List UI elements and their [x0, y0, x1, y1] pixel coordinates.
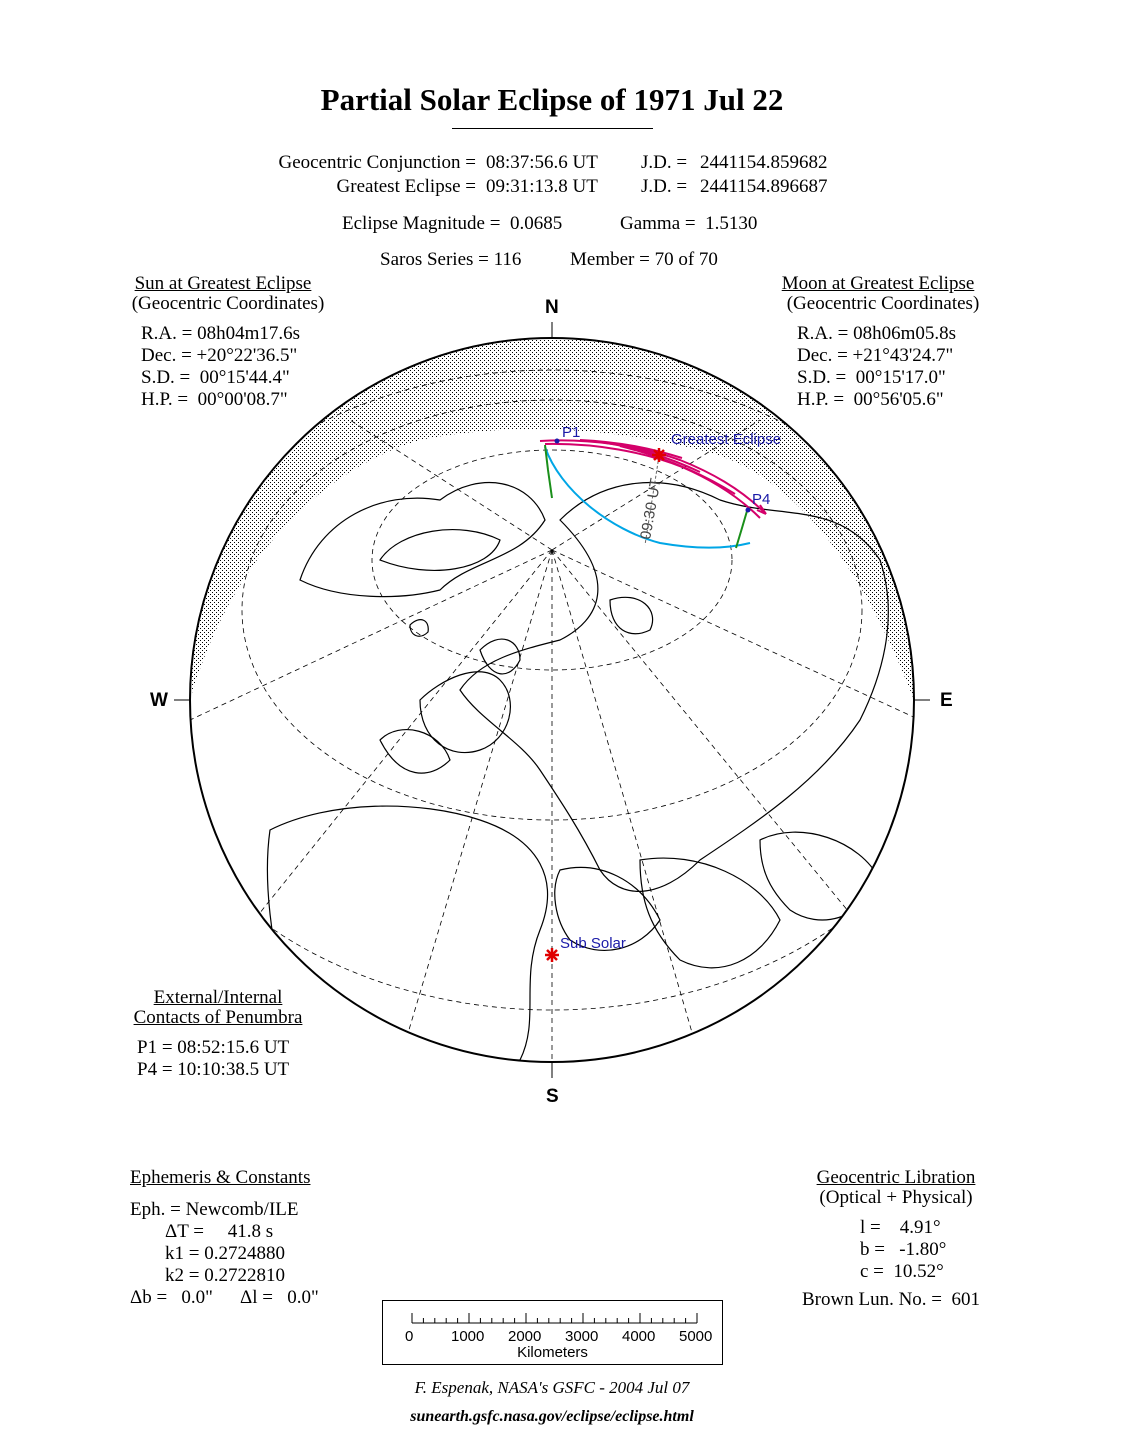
scale-tick-1000: 1000	[451, 1328, 485, 1345]
sub-solar-label: Sub Solar	[560, 935, 626, 952]
moon-sd: S.D. = 00°15'17.0"	[797, 367, 946, 388]
greatest-time: 09:31:13.8 UT	[486, 176, 598, 197]
moon-heading: Moon at Greatest Eclipse	[781, 273, 975, 294]
contacts-heading-2: Contacts of Penumbra	[133, 1007, 303, 1028]
ephemeris-delta-l: Δl = 0.0"	[240, 1287, 319, 1308]
ephemeris-eph: Eph. = Newcomb/ILE	[130, 1199, 299, 1220]
p4-label: P4	[752, 491, 771, 508]
p4-point	[746, 508, 751, 513]
contact-p1: P1 = 08:52:15.6 UT	[137, 1037, 290, 1058]
gamma: Gamma = 1.5130	[620, 213, 758, 234]
greatest-label: Greatest Eclipse =	[336, 176, 476, 197]
p1-point	[555, 439, 560, 444]
greatest-jd-label: J.D. =	[641, 176, 688, 197]
sun-heading: Sun at Greatest Eclipse	[134, 273, 312, 294]
moon-ra: R.A. = 08h06m05.8s	[797, 323, 957, 344]
ephemeris-delta-b: Δb = 0.0"	[130, 1287, 213, 1308]
moon-subheading: (Geocentric Coordinates)	[786, 293, 980, 314]
moon-hp: H.P. = 00°56'05.6"	[797, 389, 944, 410]
libration-c: c = 10.52°	[860, 1261, 944, 1282]
scale-tick-0: 0	[405, 1328, 414, 1345]
sun-dec: Dec. = +20°22'36.5"	[141, 345, 298, 366]
credit-url: sunearth.gsfc.nasa.gov/eclipse/eclipse.html	[410, 1408, 694, 1425]
compass-east: E	[940, 690, 953, 711]
eclipse-magnitude: Eclipse Magnitude = 0.0685	[342, 213, 563, 234]
p1-label: P1	[562, 424, 581, 441]
libration-subheading: (Optical + Physical)	[819, 1187, 973, 1208]
saros-series: Saros Series = 116	[380, 249, 522, 270]
conjunction-jd: 2441154.859682	[700, 152, 828, 173]
ephemeris-delta-t: ΔT = 41.8 s	[165, 1221, 274, 1242]
ephemeris-k2: k2 = 0.2722810	[165, 1265, 285, 1286]
credit-line: F. Espenak, NASA's GSFC - 2004 Jul 07	[414, 1378, 690, 1397]
rise-set-curve-east	[736, 511, 747, 548]
libration-b: b = -1.80°	[860, 1239, 947, 1260]
ephemeris-heading: Ephemeris & Constants	[130, 1167, 311, 1188]
sun-hp: H.P. = 00°00'08.7"	[141, 389, 288, 410]
conjunction-time: 08:37:56.6 UT	[486, 152, 598, 173]
time-line-label: 09:30 UT	[637, 476, 665, 541]
compass-west: W	[150, 690, 168, 711]
scale-unit: Kilometers	[517, 1344, 588, 1361]
scale-tick-2000: 2000	[508, 1328, 542, 1345]
scale-tick-3000: 3000	[565, 1328, 599, 1345]
sun-ra: R.A. = 08h04m17.6s	[141, 323, 301, 344]
rise-set-curve-west	[545, 445, 552, 498]
coastlines	[267, 483, 888, 1060]
scale-tick-4000: 4000	[622, 1328, 656, 1345]
scale-tick-5000: 5000	[679, 1328, 713, 1345]
conjunction-jd-label: J.D. =	[641, 152, 688, 173]
page-title: Partial Solar Eclipse of 1971 Jul 22	[320, 82, 784, 117]
saros-member: Member = 70 of 70	[570, 249, 718, 270]
libration-heading: Geocentric Libration	[816, 1167, 976, 1188]
greatest-jd: 2441154.896687	[700, 176, 828, 197]
greatest-eclipse-label: Greatest Eclipse	[671, 431, 782, 448]
conjunction-label: Geocentric Conjunction =	[278, 152, 476, 173]
moon-dec: Dec. = +21°43'24.7"	[797, 345, 954, 366]
compass-north: N	[545, 297, 559, 318]
greatest-eclipse-marker-icon	[652, 448, 666, 462]
sun-sd: S.D. = 00°15'44.4"	[141, 367, 290, 388]
contact-p4: P4 = 10:10:38.5 UT	[137, 1059, 290, 1080]
compass-south: S	[546, 1086, 559, 1107]
brown-lunation: Brown Lun. No. = 601	[802, 1289, 981, 1310]
sub-solar-marker-icon	[545, 948, 559, 962]
libration-l: l = 4.91°	[860, 1217, 941, 1238]
scale-bar	[382, 1300, 723, 1365]
sun-subheading: (Geocentric Coordinates)	[131, 293, 325, 314]
ephemeris-k1: k1 = 0.2724880	[165, 1243, 285, 1264]
contacts-heading-1: External/Internal	[153, 987, 283, 1008]
